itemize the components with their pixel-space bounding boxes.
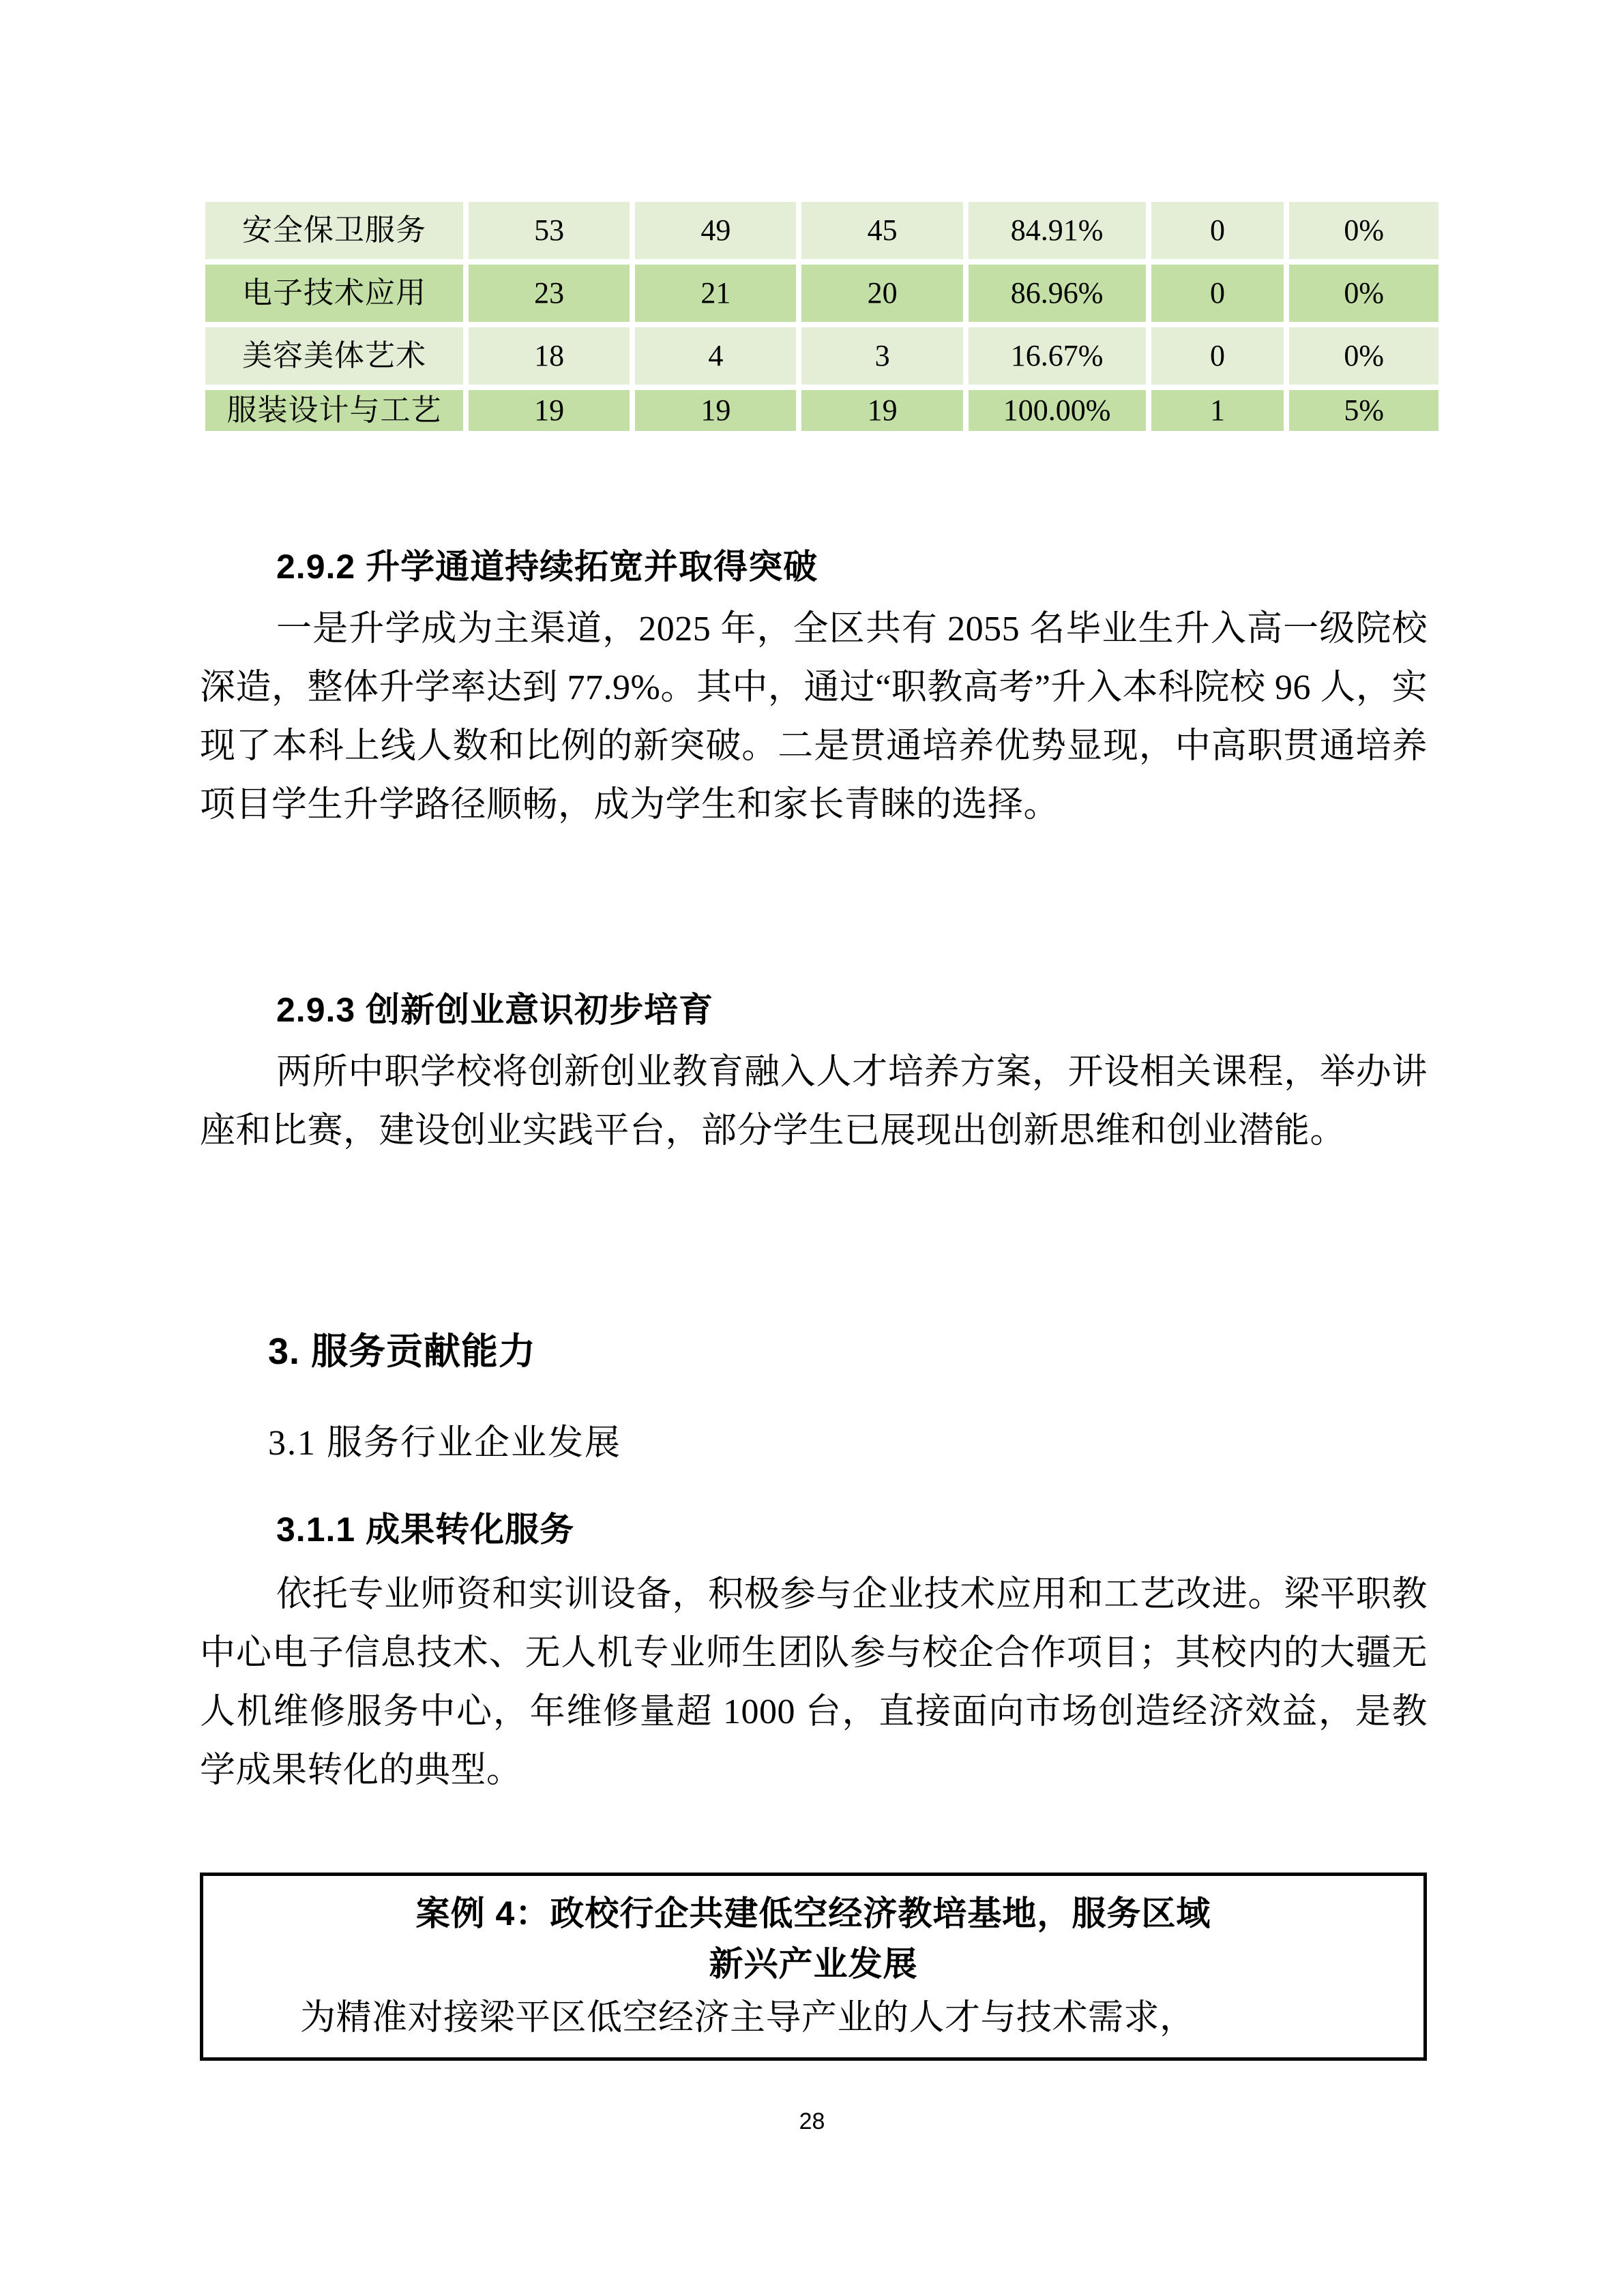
cell-graduates: 23 [469,265,630,322]
cell-matched: 19 [801,390,962,431]
cell-startups: 0 [1151,202,1284,259]
paragraph-3-1-1: 依托专业师资和实训设备，积极参与企业技术应用和工艺改进。梁平职教中心电子信息技术、无人机专业师生团队参与校企合作项目；其校内的大疆无人机维修服务中心，年维修量超 1000 台，直接面向市场创造经济效益，是教学成果转化的典型。 [200,1575,1428,1790]
cell-startup-rate: 0% [1289,327,1438,385]
cell-startup-rate: 5% [1289,390,1438,431]
cell-matched: 3 [801,327,962,385]
case-title-line-1: 案例 4：政校行企共建低空经济教培基地，服务区域 [415,1894,1211,1933]
table-row [205,390,1438,431]
cell-graduates: 19 [469,390,630,431]
cell-startups: 1 [1151,390,1284,431]
cell-match-rate: 84.91% [969,202,1146,259]
cell-major-name: 安全保卫服务 [205,202,463,259]
cell-major-name: 电子技术应用 [205,265,463,322]
cell-match-rate: 16.67% [969,327,1146,385]
heading-2-9-2: 2.9.2 升学通道持续拓宽并取得突破 [276,548,818,586]
cell-matched: 20 [801,265,962,322]
heading-3: 3. 服务贡献能力 [268,1331,537,1372]
cell-startups: 0 [1151,265,1284,322]
cell-graduates: 18 [469,327,630,385]
page-number: 28 [799,2108,825,2134]
paragraph-2-9-3: 两所中职学校将创新创业教育融入人才培养方案，开设相关课程，举办讲座和比赛，建设创业实践平台，部分学生已展现出创新思维和创业潜能。 [200,1053,1428,1150]
heading-3-1-1: 3.1.1 成果转化服务 [276,1510,575,1549]
case-body-text: 为精准对接梁平区低空经济主导产业的人才与技术需求， [300,1999,1196,2038]
cell-match-rate: 100.00% [969,390,1146,431]
cell-match-rate: 86.96% [969,265,1146,322]
heading-3-1: 3.1 服务行业企业发展 [268,1424,622,1463]
table-row [205,327,1438,385]
heading-2-9-3: 2.9.3 创新创业意识初步培育 [276,991,714,1029]
employment-statistics-table [200,196,1444,436]
cell-employed: 49 [635,202,796,259]
table-row [205,202,1438,259]
cell-employed: 21 [635,265,796,322]
cell-employed: 4 [635,327,796,385]
paragraph-2-9-2: 一是升学成为主渠道，2025 年，全区共有 2055 名毕业生升入高一级院校深造，整体升学率达到 77.9%。其中，通过“职教高考”升入本科院校 96 人，实现了本科上线人数和比例的新突破。二是贯通培养优势显现，中高职贯通培养项目学生升学路径顺畅，成为学生和家长青睐的选择。 [200,610,1428,824]
case-study-box [200,1873,1427,2061]
table-body [205,202,1438,431]
cell-startup-rate: 0% [1289,202,1438,259]
cell-graduates: 53 [469,202,630,259]
case-title-line-2: 新兴产业发展 [709,1945,918,1983]
cell-startups: 0 [1151,327,1284,385]
table-row [205,265,1438,322]
cell-major-name: 美容美体艺术 [205,327,463,385]
cell-employed: 19 [635,390,796,431]
cell-major-name: 服装设计与工艺 [205,390,463,431]
cell-matched: 45 [801,202,962,259]
cell-startup-rate: 0% [1289,265,1438,322]
